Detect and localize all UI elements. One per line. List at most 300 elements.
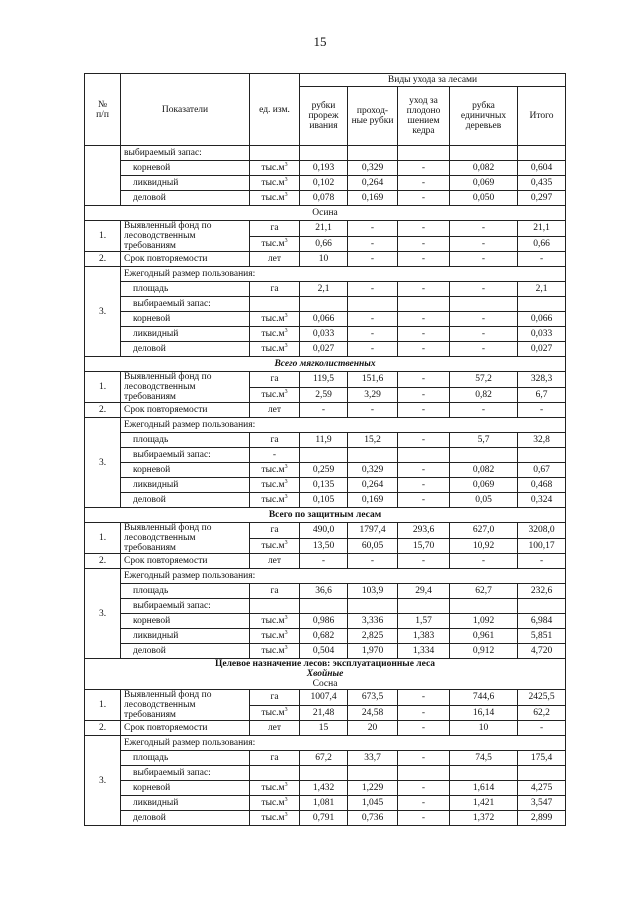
- unit-cell: $тыс.м^3$: [250, 796, 300, 811]
- value-cell: 60,05: [348, 538, 398, 554]
- table-row: [85, 569, 566, 584]
- value-cell: 0,961: [450, 629, 518, 644]
- value-cell: -: [450, 221, 518, 237]
- value-cell: 2,825: [348, 629, 398, 644]
- value-cell: -: [398, 403, 450, 418]
- forest-care-table: [84, 73, 566, 826]
- header-row-top: [85, 74, 566, 87]
- value-cell: -: [450, 403, 518, 418]
- value-cell: 1,372: [450, 811, 518, 826]
- value-cell: 1,421: [450, 796, 518, 811]
- value-cell: -: [348, 312, 398, 327]
- value-cell: [450, 297, 518, 312]
- value-cell: -: [348, 236, 398, 252]
- value-cell: -: [348, 342, 398, 357]
- value-cell: 10,92: [450, 538, 518, 554]
- unit-cell: $тыс.м^3$: [250, 629, 300, 644]
- value-cell: -: [450, 554, 518, 569]
- value-cell: -: [398, 433, 450, 448]
- value-cell: [450, 146, 518, 161]
- value-cell: -: [398, 342, 450, 357]
- page-number: 15: [313, 34, 327, 49]
- header-unit: ед. изм.: [250, 74, 300, 146]
- row-label: площадь: [121, 584, 250, 599]
- value-cell: [348, 146, 398, 161]
- value-cell: 0,66: [518, 236, 566, 252]
- section-title-row: [85, 206, 566, 221]
- table-row: [85, 584, 566, 599]
- section-title-row: [85, 357, 566, 372]
- unit-cell: [250, 146, 300, 161]
- value-cell: 36,6: [300, 584, 348, 599]
- value-cell: 0,264: [348, 478, 398, 493]
- value-cell: 16,14: [450, 705, 518, 721]
- row-label: Ежегодный размер пользования:: [121, 418, 566, 433]
- table-row: [85, 297, 566, 312]
- value-cell: 0,67: [518, 463, 566, 478]
- value-cell: 0,435: [518, 176, 566, 191]
- value-cell: -: [348, 221, 398, 237]
- table-row: [85, 736, 566, 751]
- value-cell: -: [398, 705, 450, 721]
- row-label: корневой: [121, 463, 250, 478]
- unit-cell: $тыс.м^3$: [250, 705, 300, 721]
- row-label: деловой: [121, 191, 250, 206]
- table-row: [85, 766, 566, 781]
- table-row: [85, 403, 566, 418]
- table-row: [85, 811, 566, 826]
- unit-cell: $тыс.м^3$: [250, 327, 300, 342]
- value-cell: [450, 599, 518, 614]
- value-cell: 1,383: [398, 629, 450, 644]
- unit-cell: $тыс.м^3$: [250, 191, 300, 206]
- value-cell: [450, 448, 518, 463]
- value-cell: -: [398, 221, 450, 237]
- value-cell: 3,336: [348, 614, 398, 629]
- value-cell: -: [398, 478, 450, 493]
- value-cell: [300, 599, 348, 614]
- value-cell: -: [398, 463, 450, 478]
- value-cell: -: [450, 312, 518, 327]
- section-subtitle-species: Сосна: [312, 679, 338, 689]
- value-cell: -: [518, 554, 566, 569]
- table-row: [85, 267, 566, 282]
- value-cell: 0,259: [300, 463, 348, 478]
- row-label: Ежегодный размер пользования:: [121, 267, 566, 282]
- value-cell: 0,329: [348, 161, 398, 176]
- value-cell: 1,229: [348, 781, 398, 796]
- unit-cell: $тыс.м^3$: [250, 478, 300, 493]
- value-cell: -: [450, 342, 518, 357]
- value-cell: 1,334: [398, 644, 450, 659]
- table-row: [85, 252, 566, 267]
- value-cell: -: [398, 161, 450, 176]
- value-cell: 0,324: [518, 493, 566, 508]
- value-cell: 1,092: [450, 614, 518, 629]
- unit-cell: $тыс.м^3$: [250, 312, 300, 327]
- value-cell: 0,066: [518, 312, 566, 327]
- table-row: [85, 327, 566, 342]
- value-cell: -: [348, 327, 398, 342]
- value-cell: [518, 146, 566, 161]
- table-row: [85, 342, 566, 357]
- unit-cell: $тыс.м^3$: [250, 387, 300, 403]
- value-cell: 21,48: [300, 705, 348, 721]
- value-cell: 32,8: [518, 433, 566, 448]
- table-row: [85, 721, 566, 736]
- header-cedar-care: уход за плодоно шением кедра: [398, 87, 450, 146]
- value-cell: 1,432: [300, 781, 348, 796]
- value-cell: 0,504: [300, 644, 348, 659]
- unit-cell: га: [250, 584, 300, 599]
- value-cell: 57,2: [450, 372, 518, 388]
- row-number: [85, 146, 121, 206]
- row-label: Срок повторяемости: [121, 721, 250, 736]
- table-row: [85, 781, 566, 796]
- unit-cell: $тыс.м^3$: [250, 644, 300, 659]
- section-title-row: [85, 508, 566, 523]
- value-cell: -: [398, 690, 450, 706]
- value-cell: -: [450, 282, 518, 297]
- value-cell: 328,3: [518, 372, 566, 388]
- value-cell: 0,329: [348, 463, 398, 478]
- value-cell: 3,29: [348, 387, 398, 403]
- value-cell: 0,069: [450, 478, 518, 493]
- value-cell: 0,736: [348, 811, 398, 826]
- value-cell: [300, 766, 348, 781]
- table-row: [85, 751, 566, 766]
- value-cell: 62,7: [450, 584, 518, 599]
- value-cell: -: [398, 493, 450, 508]
- value-cell: 0,912: [450, 644, 518, 659]
- value-cell: 4,720: [518, 644, 566, 659]
- value-cell: 744,6: [450, 690, 518, 706]
- value-cell: 0,102: [300, 176, 348, 191]
- unit-cell: $тыс.м^3$: [250, 342, 300, 357]
- value-cell: 0,297: [518, 191, 566, 206]
- unit-cell: $тыс.м^3$: [250, 236, 300, 252]
- row-number: 1.: [85, 690, 121, 721]
- value-cell: 0,791: [300, 811, 348, 826]
- table-row: [85, 599, 566, 614]
- value-cell: -: [348, 403, 398, 418]
- unit-cell: -: [250, 448, 300, 463]
- value-cell: 0,05: [450, 493, 518, 508]
- value-cell: [518, 448, 566, 463]
- value-cell: [348, 448, 398, 463]
- value-cell: 0,682: [300, 629, 348, 644]
- row-label: Срок повторяемости: [121, 252, 250, 267]
- value-cell: 2,899: [518, 811, 566, 826]
- row-label: ликвидный: [121, 796, 250, 811]
- value-cell: 2,1: [518, 282, 566, 297]
- section-title: Осина: [85, 206, 566, 221]
- value-cell: -: [348, 252, 398, 267]
- table-row: [85, 463, 566, 478]
- value-cell: -: [398, 811, 450, 826]
- row-label: Ежегодный размер пользования:: [121, 569, 566, 584]
- unit-cell: $тыс.м^3$: [250, 614, 300, 629]
- value-cell: 13,50: [300, 538, 348, 554]
- row-label: выбираемый запас:: [121, 146, 250, 161]
- unit-cell: га: [250, 282, 300, 297]
- table-row: [85, 478, 566, 493]
- value-cell: -: [398, 236, 450, 252]
- row-label: ликвидный: [121, 327, 250, 342]
- unit-cell: га: [250, 433, 300, 448]
- value-cell: 2,59: [300, 387, 348, 403]
- unit-cell: $тыс.м^3$: [250, 538, 300, 554]
- value-cell: [398, 599, 450, 614]
- fund-label: Выявленный фонд по лесоводственным требованиям: [121, 372, 250, 403]
- value-cell: [348, 297, 398, 312]
- value-cell: -: [398, 312, 450, 327]
- row-label: Срок повторяемости: [121, 554, 250, 569]
- value-cell: [518, 599, 566, 614]
- value-cell: 0,082: [450, 463, 518, 478]
- value-cell: -: [518, 721, 566, 736]
- row-label: деловой: [121, 342, 250, 357]
- value-cell: [300, 146, 348, 161]
- row-label: выбираемый запас:: [121, 297, 250, 312]
- value-cell: [398, 766, 450, 781]
- value-cell: [300, 297, 348, 312]
- value-cell: 10: [450, 721, 518, 736]
- value-cell: 0,078: [300, 191, 348, 206]
- value-cell: 1,045: [348, 796, 398, 811]
- row-label: корневой: [121, 614, 250, 629]
- value-cell: 24,58: [348, 705, 398, 721]
- fund-label: Выявленный фонд по лесоводственным требованиям: [121, 221, 250, 252]
- table-row: [85, 418, 566, 433]
- value-cell: [518, 766, 566, 781]
- unit-cell: [250, 599, 300, 614]
- row-number: 3.: [85, 418, 121, 508]
- section-title: Целевое назначение лесов: эксплуатационные леса Хвойные Сосна: [85, 659, 566, 690]
- table-row: [85, 796, 566, 811]
- value-cell: 33,7: [348, 751, 398, 766]
- value-cell: -: [398, 796, 450, 811]
- table-row: [85, 690, 566, 706]
- value-cell: 0,027: [300, 342, 348, 357]
- unit-cell: лет: [250, 554, 300, 569]
- value-cell: -: [450, 252, 518, 267]
- row-label: корневой: [121, 312, 250, 327]
- value-cell: 175,4: [518, 751, 566, 766]
- value-cell: 6,7: [518, 387, 566, 403]
- value-cell: -: [398, 554, 450, 569]
- value-cell: [300, 448, 348, 463]
- row-number: 3.: [85, 267, 121, 357]
- value-cell: -: [398, 387, 450, 403]
- header-num-text: № п/п: [96, 99, 109, 120]
- unit-cell: $тыс.м^3$: [250, 781, 300, 796]
- value-cell: 119,5: [300, 372, 348, 388]
- value-cell: 4,275: [518, 781, 566, 796]
- unit-cell: $тыс.м^3$: [250, 493, 300, 508]
- value-cell: 0,135: [300, 478, 348, 493]
- value-cell: 3,547: [518, 796, 566, 811]
- value-cell: -: [348, 554, 398, 569]
- fund-label: Выявленный фонд по лесоводственным требованиям: [121, 690, 250, 721]
- value-cell: 21,1: [300, 221, 348, 237]
- value-cell: -: [398, 372, 450, 388]
- table-row: [85, 433, 566, 448]
- value-cell: 21,1: [518, 221, 566, 237]
- unit-cell: лет: [250, 252, 300, 267]
- unit-cell: га: [250, 523, 300, 539]
- value-cell: [398, 448, 450, 463]
- value-cell: 0,082: [450, 161, 518, 176]
- unit-cell: га: [250, 372, 300, 388]
- header-passage-cuts: проход-ные рубки: [348, 87, 398, 146]
- header-total: Итого: [518, 87, 566, 146]
- unit-cell: $тыс.м^3$: [250, 176, 300, 191]
- value-cell: 62,2: [518, 705, 566, 721]
- row-label: Ежегодный размер пользования:: [121, 736, 566, 751]
- row-number: 1.: [85, 523, 121, 554]
- row-label: выбираемый запас:: [121, 766, 250, 781]
- value-cell: [348, 599, 398, 614]
- table-row: [85, 523, 566, 539]
- header-thinning: рубки прореж ивания: [300, 87, 348, 146]
- value-cell: 0,604: [518, 161, 566, 176]
- table-row: [85, 448, 566, 463]
- value-cell: 232,6: [518, 584, 566, 599]
- value-cell: 0,050: [450, 191, 518, 206]
- value-cell: 627,0: [450, 523, 518, 539]
- row-label: выбираемый запас:: [121, 448, 250, 463]
- header-single-trees: рубка единичных деревьев: [450, 87, 518, 146]
- value-cell: [518, 297, 566, 312]
- unit-cell: $тыс.м^3$: [250, 161, 300, 176]
- table-row: [85, 312, 566, 327]
- row-label: корневой: [121, 781, 250, 796]
- value-cell: 1,970: [348, 644, 398, 659]
- value-cell: 5,7: [450, 433, 518, 448]
- row-number: 2.: [85, 721, 121, 736]
- table-row: [85, 161, 566, 176]
- value-cell: 20: [348, 721, 398, 736]
- row-number: 2.: [85, 252, 121, 267]
- value-cell: 1,57: [398, 614, 450, 629]
- row-label: выбираемый запас:: [121, 599, 250, 614]
- value-cell: 0,986: [300, 614, 348, 629]
- row-number: 1.: [85, 221, 121, 252]
- unit-cell: $тыс.м^3$: [250, 463, 300, 478]
- row-number: 1.: [85, 372, 121, 403]
- table-row: [85, 191, 566, 206]
- row-label: деловой: [121, 644, 250, 659]
- unit-cell: [250, 766, 300, 781]
- table-row: [85, 629, 566, 644]
- value-cell: -: [518, 403, 566, 418]
- row-label: ликвидный: [121, 629, 250, 644]
- value-cell: [398, 297, 450, 312]
- value-cell: 74,5: [450, 751, 518, 766]
- fund-label: Выявленный фонд по лесоводственным требованиям: [121, 523, 250, 554]
- value-cell: -: [398, 282, 450, 297]
- value-cell: 29,4: [398, 584, 450, 599]
- value-cell: -: [398, 252, 450, 267]
- value-cell: 6,984: [518, 614, 566, 629]
- row-label: площадь: [121, 433, 250, 448]
- value-cell: [450, 766, 518, 781]
- value-cell: 1797,4: [348, 523, 398, 539]
- row-label: площадь: [121, 751, 250, 766]
- unit-cell: лет: [250, 403, 300, 418]
- value-cell: [348, 766, 398, 781]
- value-cell: 1007,4: [300, 690, 348, 706]
- value-cell: 0,169: [348, 191, 398, 206]
- value-cell: 151,6: [348, 372, 398, 388]
- value-cell: 0,264: [348, 176, 398, 191]
- unit-cell: га: [250, 221, 300, 237]
- value-cell: 293,6: [398, 523, 450, 539]
- value-cell: [398, 146, 450, 161]
- value-cell: 67,2: [300, 751, 348, 766]
- section-title: Всего по защитным лесам: [85, 508, 566, 523]
- value-cell: 0,468: [518, 478, 566, 493]
- value-cell: -: [450, 327, 518, 342]
- unit-cell: [250, 297, 300, 312]
- value-cell: 2425,5: [518, 690, 566, 706]
- value-cell: -: [518, 252, 566, 267]
- value-cell: 100,17: [518, 538, 566, 554]
- row-number: 2.: [85, 403, 121, 418]
- value-cell: 0,033: [300, 327, 348, 342]
- value-cell: 15: [300, 721, 348, 736]
- value-cell: 490,0: [300, 523, 348, 539]
- row-label: Срок повторяемости: [121, 403, 250, 418]
- value-cell: 103,9: [348, 584, 398, 599]
- row-number: 3.: [85, 569, 121, 659]
- value-cell: 0,193: [300, 161, 348, 176]
- row-label: деловой: [121, 493, 250, 508]
- unit-cell: га: [250, 751, 300, 766]
- value-cell: -: [398, 327, 450, 342]
- value-cell: 1,614: [450, 781, 518, 796]
- value-cell: 0,027: [518, 342, 566, 357]
- section-title: Всего мягколиственных: [85, 357, 566, 372]
- value-cell: -: [300, 403, 348, 418]
- table-row: [85, 493, 566, 508]
- unit-cell: $тыс.м^3$: [250, 811, 300, 826]
- table-row: [85, 372, 566, 388]
- table-row: [85, 644, 566, 659]
- table-row: [85, 282, 566, 297]
- value-cell: 2,1: [300, 282, 348, 297]
- value-cell: -: [398, 176, 450, 191]
- header-care-types: Виды ухода за лесами: [300, 74, 566, 87]
- value-cell: 0,66: [300, 236, 348, 252]
- unit-cell: лет: [250, 721, 300, 736]
- row-label: деловой: [121, 811, 250, 826]
- value-cell: -: [348, 282, 398, 297]
- header-indicators: Показатели: [121, 74, 250, 146]
- row-label: ликвидный: [121, 176, 250, 191]
- row-number: 3.: [85, 736, 121, 826]
- value-cell: 15,70: [398, 538, 450, 554]
- table-row: [85, 554, 566, 569]
- value-cell: 11,9: [300, 433, 348, 448]
- value-cell: 5,851: [518, 629, 566, 644]
- value-cell: -: [450, 236, 518, 252]
- table-row: [85, 614, 566, 629]
- value-cell: 10: [300, 252, 348, 267]
- value-cell: 1,081: [300, 796, 348, 811]
- header-num: [85, 74, 121, 146]
